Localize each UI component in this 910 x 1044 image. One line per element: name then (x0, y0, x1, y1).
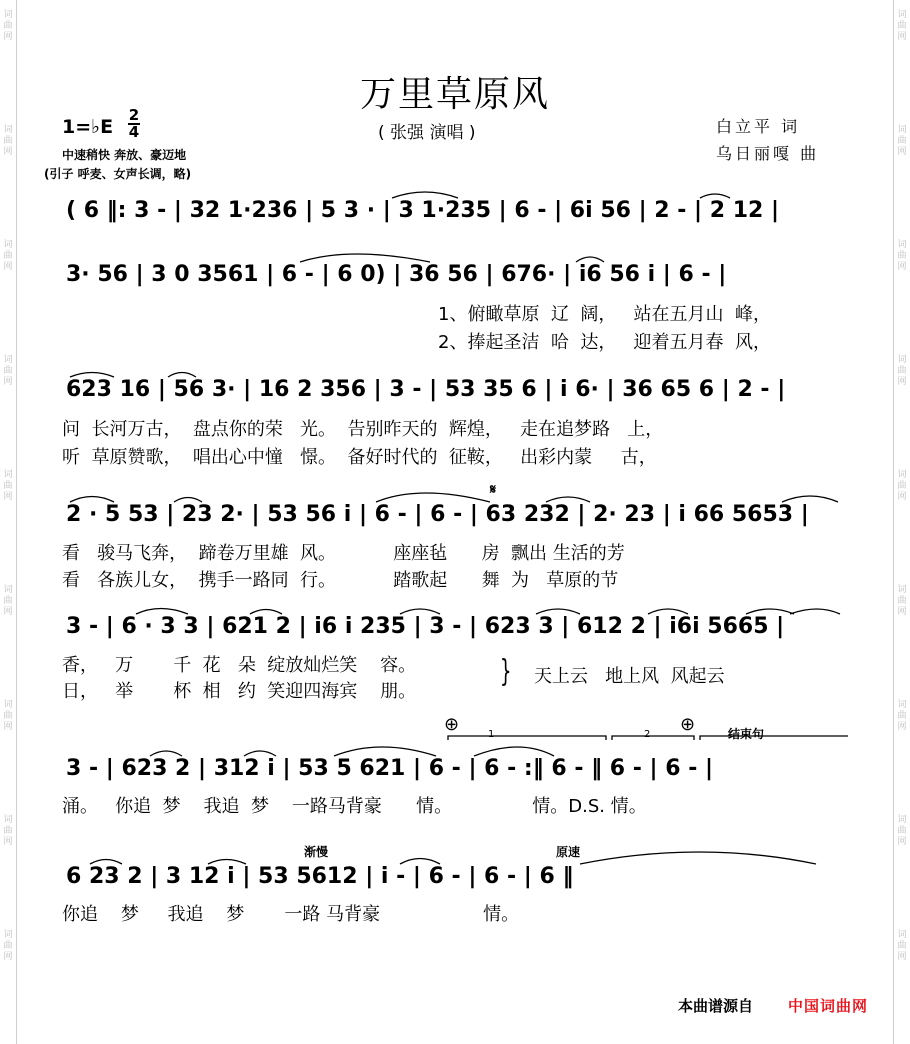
watermark: 词 曲 网 (3, 355, 13, 387)
lyric-line: 日， 举 杯 相 约 笑迎四海宾 朋。 (62, 681, 417, 702)
lyric-line: 看 各族儿女， 携手一路同 行。 踏歌起 舞 为 草原的节 (62, 570, 619, 591)
ending-label: 结束句 (728, 727, 765, 741)
watermark: 词 曲 网 (897, 815, 907, 847)
watermark: 词 曲 网 (3, 585, 13, 617)
intro-note: (引子 呼麦、女声长调，略) (44, 167, 192, 181)
score-line-4: 2 · 5 53 | 23 2· | 53 56 i | 6 - | 6 - | 63 232 | 2· 23 | i 66 5653 | (66, 502, 809, 527)
performer: ( 张强 演唱 ) (378, 123, 476, 143)
watermark: 词 曲 网 (3, 815, 13, 847)
source-site-link[interactable]: 中国词曲网 (788, 997, 869, 1015)
lyric-line: 问 长河万古， 盘点你的荣 光。 告别昨天的 辉煌， 走在追梦路 上， (62, 419, 664, 440)
watermark: 词 曲 网 (3, 125, 13, 157)
tempo-marking: 中速稍快 奔放、豪迈地 (62, 148, 187, 162)
watermark: 词 曲 网 (3, 470, 13, 502)
lyric-line: 你追 梦 我追 梦 一路 马背豪 情。 (62, 904, 520, 925)
composer-credit: 乌日丽嘎 曲 (716, 144, 820, 163)
watermark: 词 曲 网 (897, 930, 907, 962)
score-line-7: 6 23 2 | 3 12 i | 53 5612 | i - | 6 - | 6 - | 6 ‖ (66, 864, 574, 889)
score-line-2: 3· 56 | 3 0 3561 | 6 - | 6 0) | 36 56 | 676· | i6 56 i | 6 - | (66, 262, 727, 287)
watermark: 词 曲 网 (897, 355, 907, 387)
key-signature: 1=♭E (62, 116, 114, 138)
lyric-line: 香， 万 千 花 朵 绽放灿烂笑 容。 (62, 655, 417, 676)
score-line-1: ( 6 ‖: 3 - | 32 1·236 | 5 3 · | 3 1·235 | 6 - | 6i 56 | 2 - | 2 12 | (66, 198, 780, 223)
meter-denominator: 4 (128, 123, 140, 141)
coda-sign: ⊕ (444, 714, 460, 735)
watermark: 词 曲 网 (897, 125, 907, 157)
meter-numerator: 2 (128, 106, 140, 124)
source-label: 本曲谱源自 (678, 997, 754, 1015)
watermark: 词 曲 网 (3, 240, 13, 272)
score-line-5: 3 - | 6 · 3 3 | 621 2 | i6 i 235 | 3 - | 623 3 | 612 2 | i6i 5665 | (66, 614, 785, 639)
lyricist-credit: 白立平 词 (716, 117, 801, 136)
tempo-slow-marking: 渐慢 (304, 845, 329, 859)
watermark: 词 曲 网 (897, 585, 907, 617)
lyric-line: 看 骏马飞奔， 蹄卷万里雄 风。 座座毡 房 飘出 生活的芳 (62, 543, 625, 564)
score-line-6: 3 - | 623 2 | 312 i | 53 5 621 | 6 - | 6 - :‖ 6 - ‖ 6 - | 6 - | (66, 756, 714, 781)
lyric-line: 2、捧起圣洁 哈 达， 迎着五月春 风， (438, 332, 771, 353)
watermark: 词 曲 网 (3, 930, 13, 962)
lyric-line: 天上云 地上风 风起云 (534, 666, 725, 687)
segno-sign: 𝄋 (490, 482, 497, 498)
watermark: 词 曲 网 (897, 240, 907, 272)
lyric-line: 听 草原赞歌， 唱出心中憧 憬。 备好时代的 征鞍， 出彩内蒙 古， (62, 447, 657, 468)
tempo-original-marking: 原速 (556, 845, 581, 859)
watermark: 词 曲 网 (3, 700, 13, 732)
coda-sign: ⊕ (680, 714, 696, 735)
lyric-line: 1、俯瞰草原 辽 阔， 站在五月山 峰， (438, 304, 771, 325)
volta-2: 2 (644, 729, 651, 740)
watermark: 词 曲 网 (3, 10, 13, 42)
volta-1: 1 (488, 729, 495, 740)
lyric-line: 涌。 你追 梦 我追 梦 一路马背豪 情。 情。D.S. 情。 (62, 796, 647, 817)
brace: } (500, 654, 512, 689)
watermark: 词 曲 网 (897, 10, 907, 42)
watermark: 词 曲 网 (897, 700, 907, 732)
song-title: 万里草原风 (359, 74, 550, 115)
watermark: 词 曲 网 (897, 470, 907, 502)
score-line-3: 623 16 | 56 3· | 16 2 356 | 3 - | 53 35 6 | i 6· | 36 65 6 | 2 - | (66, 377, 786, 402)
